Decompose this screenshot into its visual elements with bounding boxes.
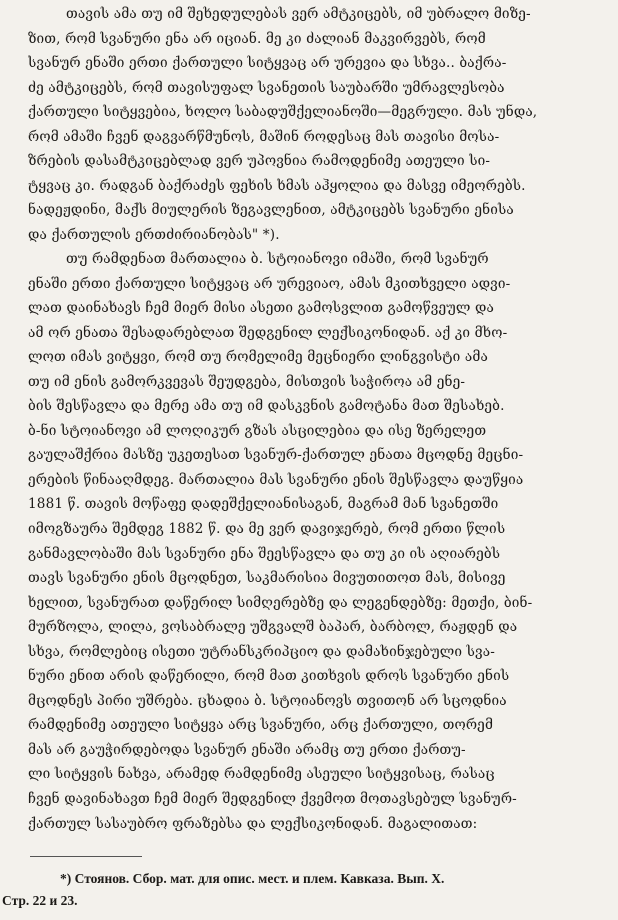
- text-line: სვანურ ენაში ერთი ქართული სიტყვაც არ ურევია და სხვა.. ბაქრა-: [28, 55, 507, 72]
- text-line: ბ-ნი სტოიანოვი ამ ლოღიკურ გზას ასცილებია და ისე ზერელეთ: [28, 422, 487, 439]
- text-line: ამ ორ ენათა შესადარებლათ შედგენილ ლექსიკონიდან. აქ კი მხო-: [28, 324, 508, 341]
- text-line: რამდენიმე ათეული სიტყვა არც სვანური, არც ქართული, თორემ: [28, 717, 494, 734]
- text-line: ზრების დასამტკიცებლად ვერ უპოვნია რამოდენიმე ათეული სი-: [28, 153, 491, 170]
- text-line: იმოგზაურა შემდეგ 1882 წ. და მე ვერ დავიჯერებ, რომ ერთი წლის: [28, 521, 506, 538]
- text-line: ზით, რომ სვანური ენა არ იციან. მე კი ძალიან მაკვირვებს, რომ: [28, 30, 486, 47]
- text-line: ნური ენით არის დაწერილი, რომ მათ კითხვის დროს სვანური ენის: [28, 668, 510, 685]
- text-line: ქართულ სასაუბრო ფრაზებსა და ლექსიკონიდან. მაგალითათ:: [28, 815, 478, 832]
- text-line: თუ იმ ენის გამორკვევას შეუდგება, მისთვის საჭიროა ამ ენე-: [28, 373, 466, 390]
- text-line: ერების წინააღმდეგ. მართალია მას სვანური ენის შესწავლა დაუწყია: [28, 471, 524, 488]
- text-line: თავს სვანური ენის მცოდნეთ, საკმარისია მივუთითოთ მას, მისივე: [28, 570, 506, 587]
- text-line: ხელით, სვანურათ დაწერილ სიმღერებზე და ლეგენდებზე: მეთქი, ბინ-: [28, 594, 533, 611]
- text-line: მურზოლა, ლილა, ვოსაბრალე უშგვალშ ბაპარ, ბარბოლ, რაჟდენ და: [28, 619, 518, 636]
- text-line: ნადეჟდინი, მაქს მიულერის ზეგავლენით, ამტკიცებს სვანური ენისა: [28, 202, 514, 219]
- footnote-separator: [30, 856, 142, 857]
- text-line: თუ რამდენათ მართალია ბ. სტოიანოვი იმაში, რომ სვანურ: [66, 251, 489, 267]
- text-line: თავის ამა თუ იმ შეხედულებას ვერ ამტკიცებს, იმ უბრალო მიზე-: [66, 6, 531, 22]
- text-line: ტყვაც კი. რადგან ბაქრაძეს ფეხის ხმას აჰყოლია და მასვე იმეორებს.: [28, 177, 526, 194]
- text-line: რომ ამაში ჩვენ დაგვარწმუნოს, მაშინ როდესაც მას თავისი მოსა-: [28, 128, 500, 145]
- text-line: ძე ამტკიცებს, რომ თავისუფალ სვანეთის საუბარში უმრავლესობა: [28, 79, 505, 96]
- text-line: 1881 წ. თავის მოწაფე დადეშქელიანისაგან, მაგრამ მან სვანეთში: [28, 496, 499, 513]
- paragraph-1: [28, 2, 596, 247]
- footnote: [0, 868, 610, 912]
- text-line: ენაში ერთი ქართული სიტყვაც არ ურევიაო, ამას მკითხველი ადვი-: [28, 275, 511, 292]
- text-line: ჩვენ დავინახავთ ჩემ მიერ შედგენილ ქვემოთ მოთავსებულ სვანურ-: [28, 791, 517, 808]
- text-line: ბის შესწავლა და მერე ამა თუ იმ დასკვნის გამოტანა მათ შესახებ.: [28, 398, 505, 415]
- text-line: ლოთ იმას ვიტყვი, რომ თუ რომელიმე მეცნიერი ლინგვისტი ამა: [28, 349, 488, 366]
- text-line: ლი სიტყვის ნახვა, არამედ რამდენიმე ასეული სიტყვისაც, რასაც: [28, 766, 495, 783]
- text-line: მცოდნეს პირი უშრება. ცხადია ბ. სტოიანოვს თვითონ არ სცოდნია: [28, 692, 507, 709]
- text-line: ლათ დაინახავს ჩემ მიერ მისი ასეთი გამოსვლით გამოწვეულ და: [28, 300, 494, 317]
- footnote-line-1: *) Стоянов. Сбор. мат. для опис. мест. и плем. Кавказа. Вып. X.: [60, 871, 445, 886]
- text-line: ქართული სიტყვებია, ხოლო საბადუშქელიანოში—მეგრული. მას უნდა,: [28, 104, 538, 121]
- text-line: გაულაშქრია მასზე უკეთესათ სვანურ-ქართულ ენათა მცოდნე მეცნი-: [28, 447, 524, 464]
- paragraph-2: [28, 247, 596, 836]
- text-line: სხვა, რომლებიც ისეთი უტრანსკრიპციო და დამახინჯებული სვა-: [28, 643, 495, 660]
- text-line: და ქართულის ერთძირიანობას" *).: [28, 226, 280, 243]
- footnote-line-2: Стр. 22 и 23.: [2, 893, 78, 908]
- text-line: განმავლობაში მას სვანური ენა შეესწავლა და თუ კი ის აღიარებს: [28, 545, 501, 562]
- text-line: მას არ გაუჭირდებოდა სვანურ ენაში არამც თუ ერთი ქართუ-: [28, 741, 466, 758]
